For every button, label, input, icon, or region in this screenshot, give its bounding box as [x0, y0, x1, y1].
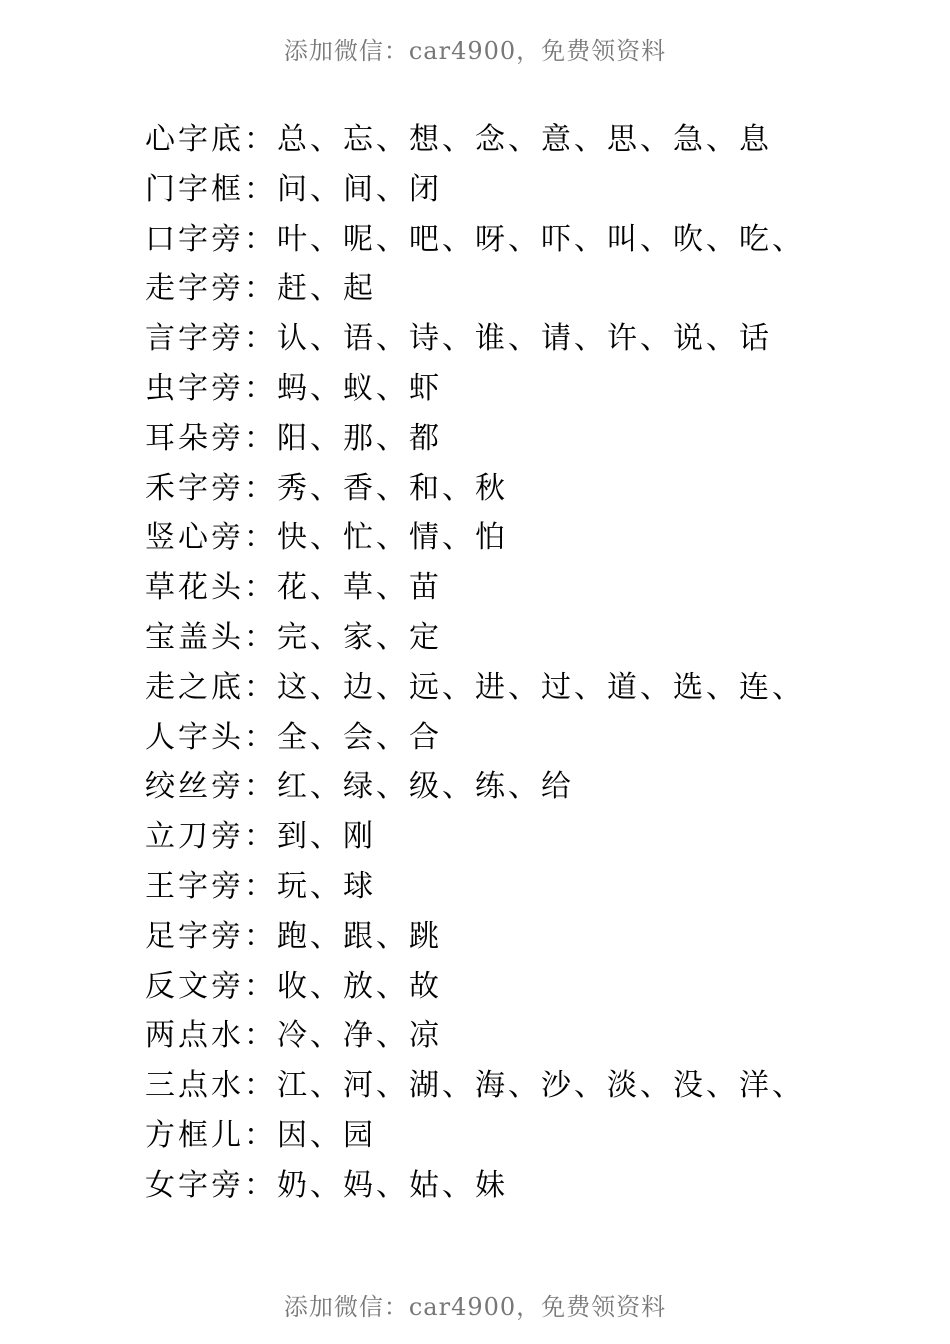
radical-name: 宝盖头	[145, 619, 244, 655]
radical-characters: 红、绿、级、练、给	[277, 769, 574, 805]
footer-watermark: 添加微信：car4900，免费领资料	[283, 1293, 667, 1321]
radical-name: 足字旁	[145, 918, 244, 954]
header-watermark: 添加微信：car4900，免费领资料	[283, 37, 667, 65]
radical-characters: 玩、球	[277, 868, 376, 904]
radical-row	[145, 1161, 805, 1211]
radical-name: 人字头	[145, 719, 244, 755]
radical-separator: ：	[244, 470, 277, 506]
radical-row	[145, 862, 805, 912]
radical-characters: 完、家、定	[277, 619, 442, 655]
radical-name: 口字旁	[145, 221, 244, 257]
radical-name: 耳朵旁	[145, 420, 244, 456]
radical-separator: ：	[244, 171, 277, 207]
radical-characters: 江、河、湖、海、沙、淡、没、洋、	[277, 1068, 805, 1104]
radical-separator: ：	[244, 819, 277, 855]
radical-characters: 总、忘、想、念、意、思、急、息	[277, 122, 772, 157]
radical-row	[145, 713, 805, 763]
radical-characters: 因、园	[277, 1117, 376, 1153]
radical-characters: 阳、那、都	[277, 420, 442, 456]
radical-characters: 认、语、诗、谁、请、许、说、话	[277, 321, 772, 357]
radical-characters: 奶、妈、姑、妹	[277, 1167, 508, 1203]
radical-separator: ：	[244, 769, 277, 805]
radical-row	[145, 962, 805, 1012]
radical-name: 反文旁	[145, 968, 244, 1004]
radical-row	[145, 464, 805, 514]
radical-row	[145, 115, 805, 165]
radical-separator: ：	[244, 1018, 277, 1054]
radical-separator: ：	[244, 520, 277, 556]
radical-separator: ：	[244, 1117, 277, 1153]
radical-row	[145, 1011, 805, 1061]
radical-name: 王字旁	[145, 868, 244, 904]
radical-row	[145, 812, 805, 862]
radical-characters: 问、间、闭	[277, 171, 442, 207]
radical-characters: 花、草、苗	[277, 570, 442, 606]
radical-separator: ：	[244, 918, 277, 954]
radical-characters: 秀、香、和、秋	[277, 470, 508, 506]
radical-name: 走之底	[145, 669, 244, 705]
radical-name: 心字底	[145, 122, 244, 157]
radical-name: 禾字旁	[145, 470, 244, 506]
radical-separator: ：	[244, 868, 277, 904]
radical-separator: ：	[244, 669, 277, 705]
radical-row	[145, 912, 805, 962]
radical-name: 方框儿	[145, 1117, 244, 1153]
radical-name: 走字旁	[145, 271, 244, 307]
radical-name: 虫字旁	[145, 370, 244, 406]
radical-separator: ：	[244, 221, 277, 257]
radical-characters: 叶、呢、吧、呀、吓、叫、吹、吃、	[277, 221, 805, 257]
radical-characters: 跑、跟、跳	[277, 918, 442, 954]
radical-name: 竖心旁	[145, 520, 244, 556]
radical-row	[145, 513, 805, 563]
radical-name: 女字旁	[145, 1167, 244, 1203]
radical-separator: ：	[244, 321, 277, 357]
radical-row	[145, 264, 805, 314]
radical-name: 言字旁	[145, 321, 244, 357]
radical-list	[145, 115, 805, 1211]
radical-row	[145, 663, 805, 713]
radical-name: 三点水	[145, 1068, 244, 1104]
radical-row	[145, 165, 805, 215]
radical-separator: ：	[244, 570, 277, 606]
radical-separator: ：	[244, 420, 277, 456]
radical-row	[145, 762, 805, 812]
radical-characters: 到、刚	[277, 819, 376, 855]
radical-row	[145, 563, 805, 613]
radical-name: 草花头	[145, 570, 244, 606]
radical-separator: ：	[244, 1167, 277, 1203]
radical-characters: 全、会、合	[277, 719, 442, 755]
radical-characters: 收、放、故	[277, 968, 442, 1004]
radical-separator: ：	[244, 271, 277, 307]
radical-name: 绞丝旁	[145, 769, 244, 805]
radical-separator: ：	[244, 370, 277, 406]
radical-name: 两点水	[145, 1018, 244, 1054]
radical-name: 门字框	[145, 171, 244, 207]
radical-separator: ：	[244, 719, 277, 755]
radical-row	[145, 364, 805, 414]
radical-characters: 蚂、蚁、虾	[277, 370, 442, 406]
radical-separator: ：	[244, 619, 277, 655]
radical-characters: 赶、起	[277, 271, 376, 307]
radical-characters: 快、忙、情、怕	[277, 520, 508, 556]
radical-characters: 冷、净、凉	[277, 1018, 442, 1054]
radical-name: 立刀旁	[145, 819, 244, 855]
radical-row	[145, 314, 805, 364]
radical-separator: ：	[244, 968, 277, 1004]
radical-row	[145, 215, 805, 265]
radical-row	[145, 613, 805, 663]
radical-separator: ：	[244, 122, 277, 157]
radical-characters: 这、边、远、进、过、道、选、连、	[277, 669, 805, 705]
radical-row	[145, 1111, 805, 1161]
radical-separator: ：	[244, 1068, 277, 1104]
radical-row	[145, 414, 805, 464]
radical-row	[145, 1061, 805, 1111]
